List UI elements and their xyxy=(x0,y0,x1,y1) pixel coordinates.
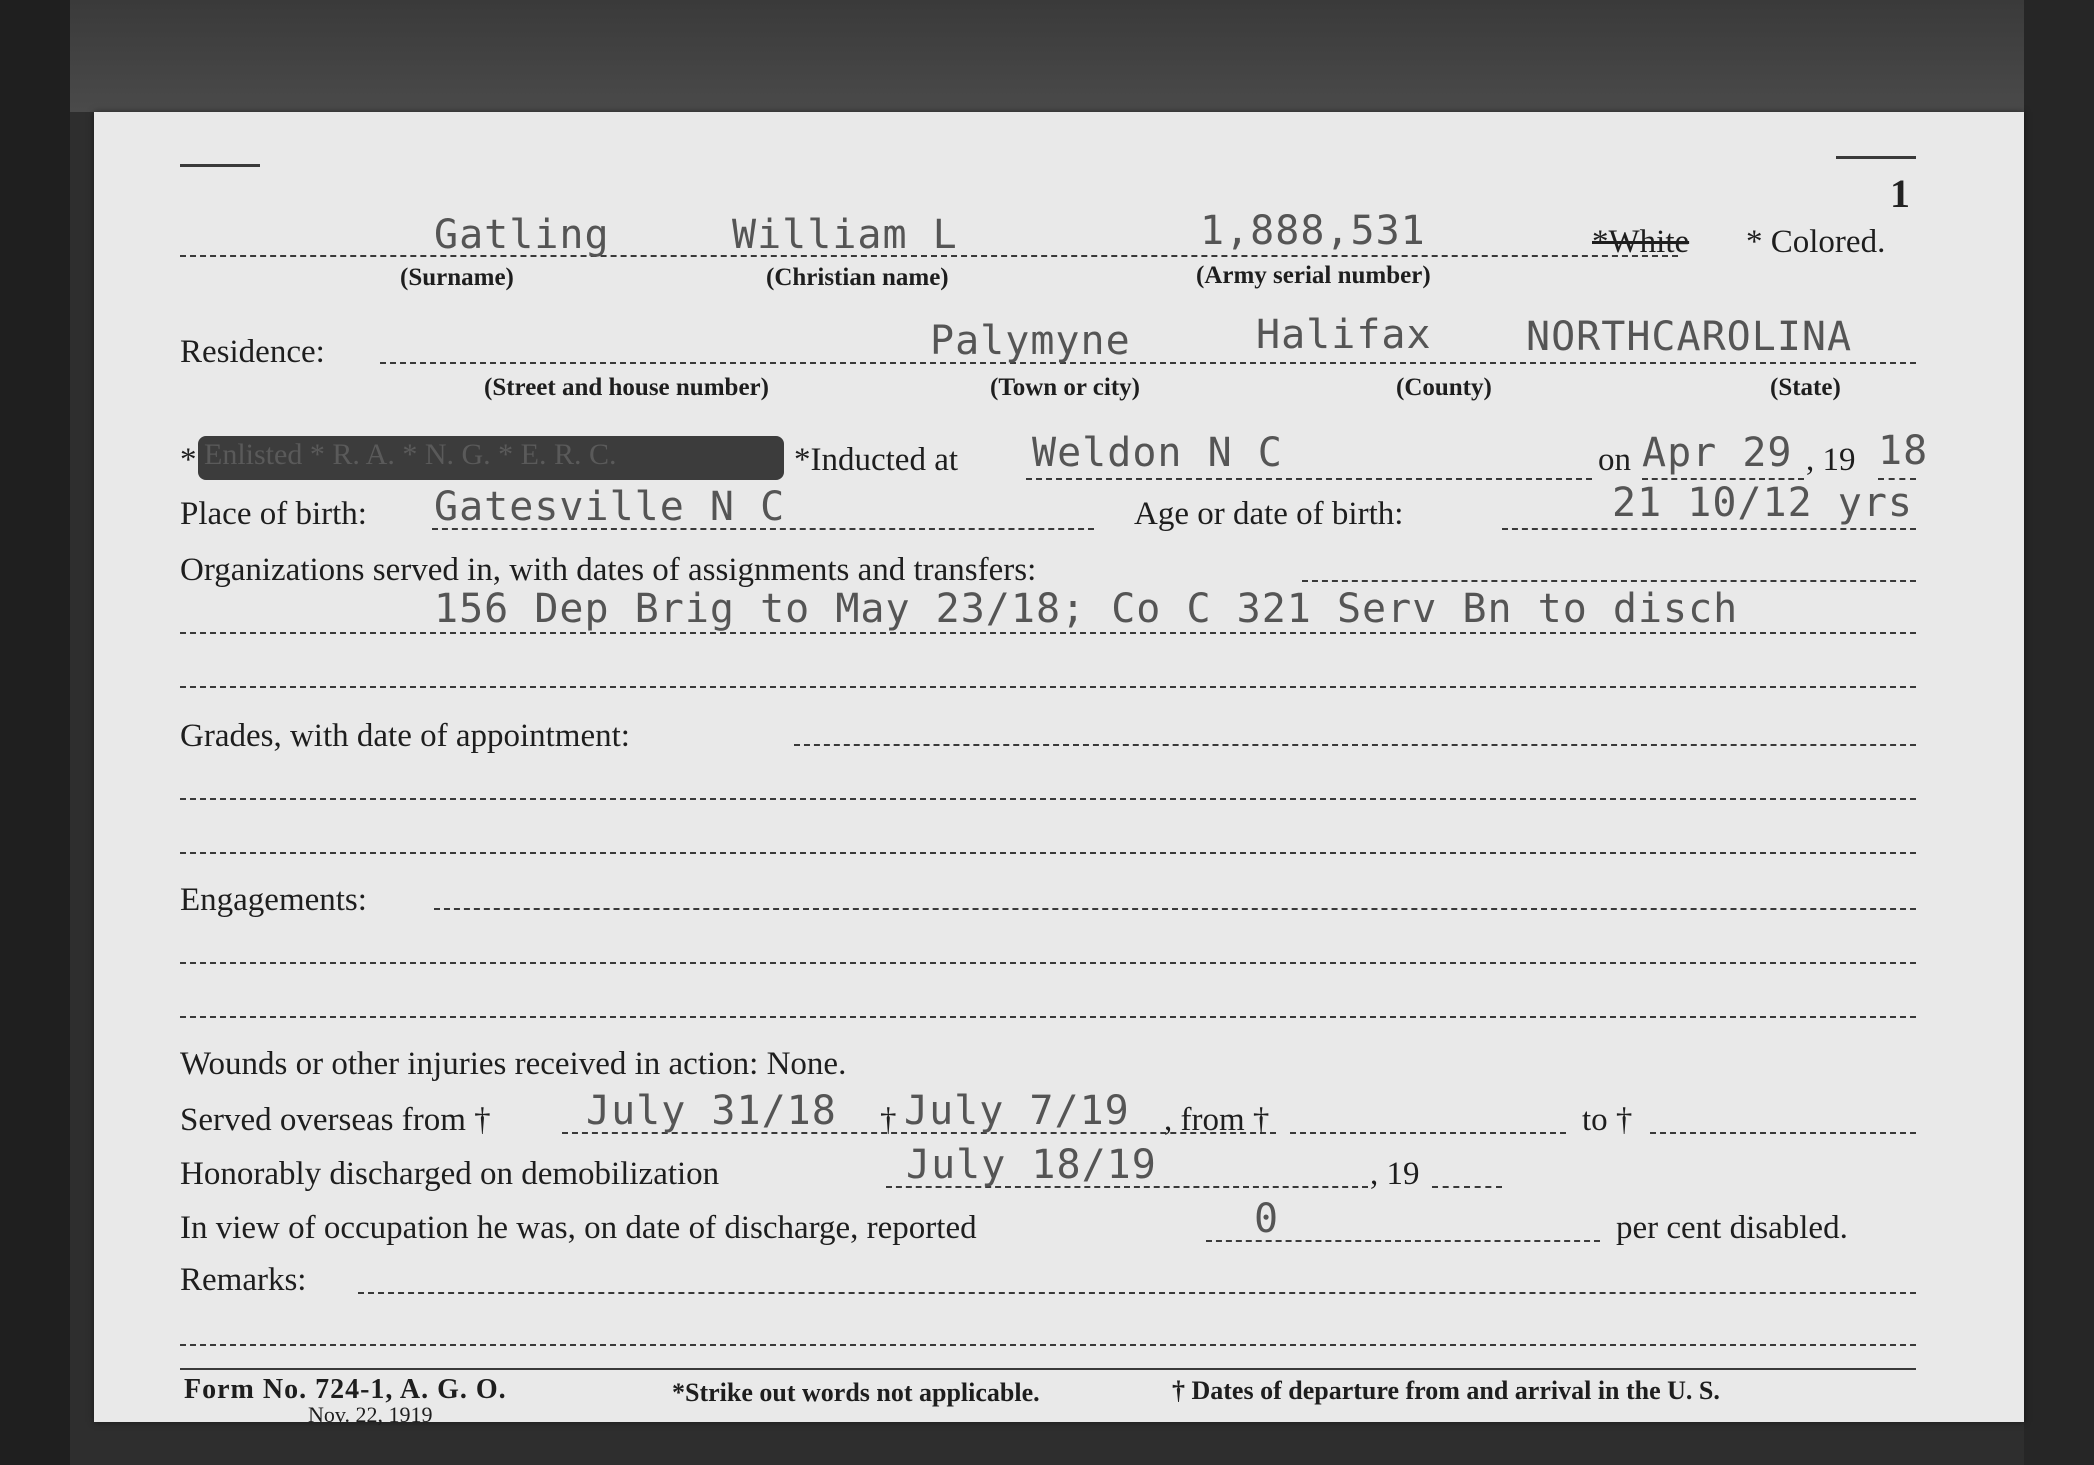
organizations-line-1 xyxy=(180,632,1916,634)
state-caption: (State) xyxy=(1770,374,1841,401)
grades-line-1 xyxy=(180,798,1916,800)
disability-value: 0 xyxy=(1254,1196,1280,1242)
race-white-struck: *White xyxy=(1592,224,1690,260)
footer-rule xyxy=(180,1368,1916,1370)
inducted-label: *Inducted at xyxy=(794,442,959,478)
disability-suffix: per cent disabled. xyxy=(1616,1210,1848,1246)
discharge-year-line xyxy=(1432,1186,1502,1188)
discharge-date: July 18/19 xyxy=(906,1142,1157,1188)
serial-number-value: 1,888,531 xyxy=(1200,208,1426,254)
remarks-line-1 xyxy=(358,1292,1916,1294)
residence-label: Residence: xyxy=(180,334,325,370)
overseas-to2-label: to † xyxy=(1582,1102,1633,1138)
discharge-label: Honorably discharged on demobilization xyxy=(180,1156,720,1192)
christian-name-value: William L xyxy=(732,212,958,258)
asterisk: * xyxy=(180,442,197,478)
card-number: 1 xyxy=(1890,171,1910,216)
scanner-background-top xyxy=(0,0,2094,112)
scanner-background-right xyxy=(2024,0,2094,1465)
footnote-dates: † Dates of departure from and arrival in the U. S. xyxy=(1172,1376,1720,1405)
engagements-label: Engagements: xyxy=(180,882,367,918)
overseas-line-3 xyxy=(1650,1132,1916,1134)
service-record-card xyxy=(94,112,2024,1427)
induction-date: Apr 29 xyxy=(1642,430,1793,476)
surname-caption: (Surname) xyxy=(400,264,514,291)
age-value: 21 10/12 yrs xyxy=(1612,480,1913,526)
overseas-arrival: July 7/19 xyxy=(904,1088,1130,1134)
overseas-departure: July 31/18 xyxy=(586,1088,837,1134)
footnote-strike-out: *Strike out words not applicable. xyxy=(672,1378,1040,1407)
residence-line xyxy=(380,362,1916,364)
engagements-line-1 xyxy=(180,962,1916,964)
county-caption: (County) xyxy=(1396,374,1492,401)
wounds-statement: Wounds or other injuries received in action: None. xyxy=(180,1046,847,1082)
christian-name-caption: (Christian name) xyxy=(766,264,949,291)
organizations-line-0 xyxy=(1302,580,1916,582)
residence-state: NORTHCAROLINA xyxy=(1526,314,1853,360)
organizations-line-2 xyxy=(180,686,1916,688)
grades-line-2 xyxy=(180,852,1916,854)
engagements-line-2 xyxy=(180,1016,1916,1018)
race-colored: * Colored. xyxy=(1746,224,1886,260)
place-of-birth-value: Gatesville N C xyxy=(434,484,786,530)
serial-caption: (Army serial number) xyxy=(1196,262,1431,289)
induction-year: 18 xyxy=(1878,428,1929,474)
organizations-entry: 156 Dep Brig to May 23/18; Co C 321 Serv Bn to disch xyxy=(434,586,1739,632)
grades-label: Grades, with date of appointment: xyxy=(180,718,630,754)
overseas-label: Served overseas from † xyxy=(180,1102,491,1138)
enlisted-text-struck: Enlisted * R. A. * N. G. * E. R. C. xyxy=(204,438,617,471)
inducted-line xyxy=(1026,478,1592,480)
grades-line-0 xyxy=(794,744,1916,746)
age-line xyxy=(1502,528,1916,530)
corner-rule-left xyxy=(180,164,260,167)
surname-value: Gatling xyxy=(434,212,610,258)
organizations-label: Organizations served in, with dates of assignments and transfers: xyxy=(180,552,1037,588)
disability-label: In view of occupation he was, on date of discharge, reported xyxy=(180,1210,977,1246)
corner-rule-right xyxy=(1836,156,1916,159)
residence-county: Halifax xyxy=(1256,312,1432,358)
year-prefix: , 19 xyxy=(1806,442,1856,478)
on-label: on xyxy=(1598,442,1631,478)
inducted-place: Weldon N C xyxy=(1032,430,1283,476)
remarks-line-2 xyxy=(180,1344,1916,1346)
overseas-from2-label: , from † xyxy=(1164,1102,1270,1138)
remarks-label: Remarks: xyxy=(180,1262,307,1298)
scanner-background-left xyxy=(0,0,70,1465)
place-of-birth-label: Place of birth: xyxy=(180,496,367,532)
street-caption: (Street and house number) xyxy=(484,374,769,401)
form-number: Form No. 724-1, A. G. O. xyxy=(184,1374,507,1405)
residence-town: Palymyne xyxy=(930,318,1131,364)
form-date: Nov. 22, 1919 xyxy=(308,1402,433,1427)
redacted-enlisted-block xyxy=(198,436,784,480)
age-label: Age or date of birth: xyxy=(1134,496,1404,532)
engagements-line-0 xyxy=(434,908,1916,910)
overseas-dagger: † xyxy=(880,1102,897,1138)
town-caption: (Town or city) xyxy=(990,374,1140,401)
overseas-line-2 xyxy=(1290,1132,1566,1134)
discharge-year-prefix: , 19 xyxy=(1370,1156,1420,1192)
